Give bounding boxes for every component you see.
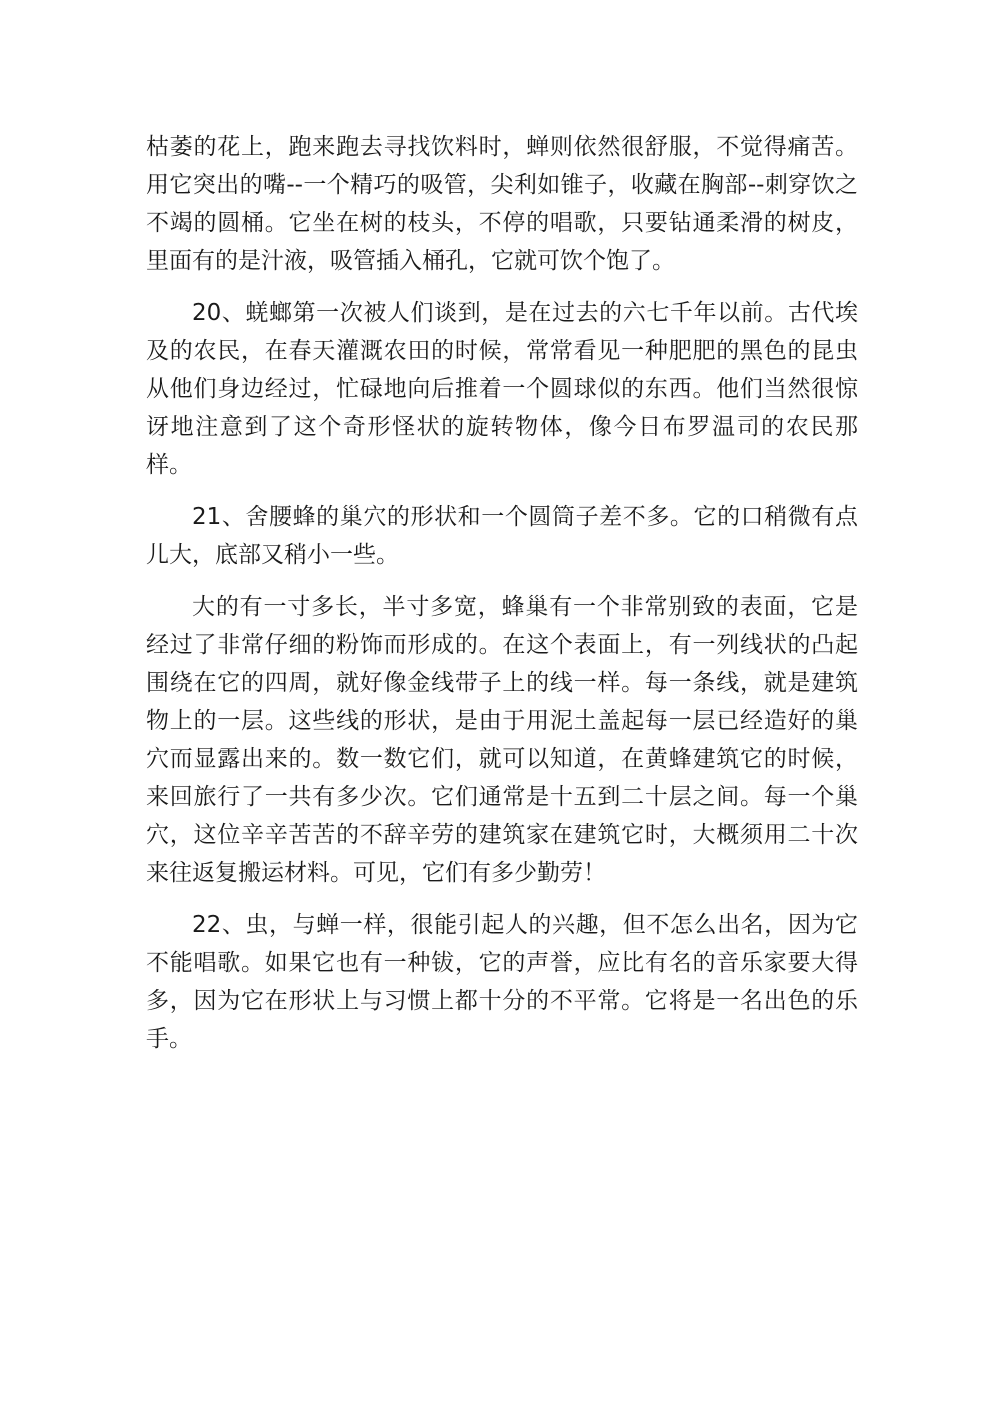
document-page <box>146 128 858 1072</box>
paragraph-cicada: 枯萎的花上，跑来跑去寻找饮料时，蝉则依然很舒服，不觉得痛苦。用它突出的嘴--一个精巧的吸管，尖利如锥子，收藏在胸部--刺穿饮之不竭的圆桶。它坐在树的枝头，不停的唱歌，只要钻通柔滑的树皮，里面有的是汁液，吸管插入桶孔，它就可饮个饱了。 <box>146 134 858 274</box>
paragraph-21-wasp-nest-shape: 21、舍腰蜂的巢穴的形状和一个圆筒子差不多。它的口稍微有点儿大，底部又稍小一些。 <box>146 504 858 568</box>
paragraph-20-dung-beetle: 20、蜣螂第一次被人们谈到，是在过去的六七千年以前。古代埃及的农民，在春天灌溉农田的时候，常常看见一种肥肥的黑色的昆虫从他们身边经过，忙碌地向后推着一个圆球似的东西。他们当然很惊讶地注意到了这个奇形怪状的旋转物体，像今日布罗温司的农民那样。 <box>146 300 858 478</box>
paragraph-wasp-nest-surface: 大的有一寸多长，半寸多宽，蜂巢有一个非常别致的表面，它是经过了非常仔细的粉饰而形成的。在这个表面上，有一列线状的凸起围绕在它的四周，就好像金线带子上的线一样。每一条线，就是建筑物上的一层。这些线的形状，是由于用泥土盖起每一层已经造好的巢穴而显露出来的。数一数它们，就可以知道，在黄蜂建筑它的时候，来回旅行了一共有多少次。它们通常是十五到二十层之间。每一个巢穴，这位辛辛苦苦的不辞辛劳的建筑家在建筑它时，大概须用二十次来往返复搬运材料。可见，它们有多少勤劳！ <box>146 594 858 886</box>
paragraph-22-insect: 22、虫，与蝉一样，很能引起人的兴趣，但不怎么出名，因为它不能唱歌。如果它也有一种钹，它的声誉，应比有名的音乐家要大得多，因为它在形状上与习惯上都十分的不平常。它将是一名出色的乐手。 <box>146 912 858 1052</box>
